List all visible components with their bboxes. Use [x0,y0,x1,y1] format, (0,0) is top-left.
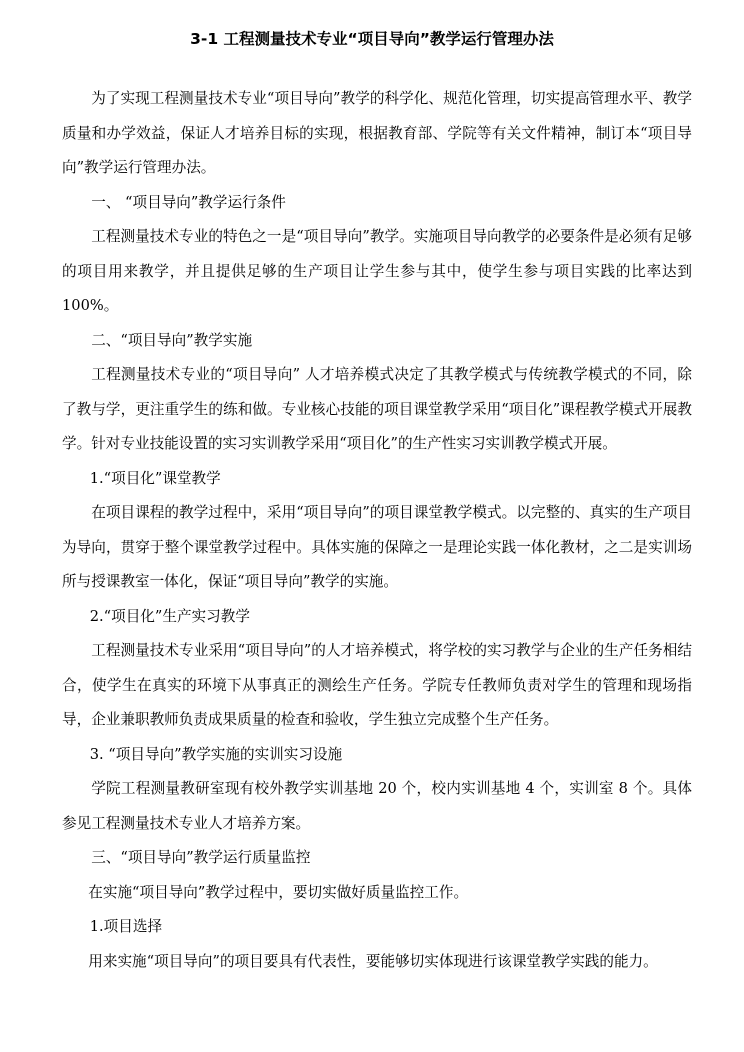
paragraph-classroom-teaching: 在项目课程的教学过程中，采用“项目导向”的项目课堂教学模式。以完整的、真实的生产项目为导向，贯穿于整个课堂教学过程中。具体实施的保障之一是理论实践一体化教材，之二是实训场所与授课教室一体化，保证“项目导向”教学的实施。 [62,504,692,590]
paragraph-facilities: 学院工程测量教研室现有校外教学实训基地 20 个，校内实训基地 4 个，实训室 8 个。具体参见工程测量技术专业人才培养方案。 [62,780,692,832]
subsection-heading-2-3: 3. “项目导向”教学实施的实训实习设施 [89,745,343,763]
paragraph-implementation: 工程测量技术专业的“项目导向” 人才培养模式决定了其教学模式与传统教学模式的不同，除了教与学，更注重学生的练和做。专业核心技能的项目课堂教学采用“项目化”课程教学模式开展教学。针对专业技能设置的实习实训教学采用“项目化”的生产性实习实训教学模式开展。 [62,366,692,452]
paragraph-conditions: 工程测量技术专业的特色之一是“项目导向”教学。实施项目导向教学的必要条件是必须有足够的项目用来教学，并且提供足够的生产项目让学生参与其中，使学生参与项目实践的比率达到 100%。 [62,228,692,314]
document-body [62,82,692,979]
section-heading-3: 三、“项目导向”教学运行质量监控 [91,849,311,866]
subsection-heading-2-2: 2.“项目化”生产实习教学 [89,607,250,625]
subsection-heading-2-1: 1.“项目化”课堂教学 [89,469,221,487]
subsection-heading-3-1: 1.项目选择 [89,918,163,935]
paragraph-intro: 为了实现工程测量技术专业“项目导向”教学的科学化、规范化管理，切实提高管理水平、教学质量和办学效益，保证人才培养目标的实现，根据教育部、学院等有关文件精神，制订本“项目导向”教学运行管理办法。 [62,90,692,176]
section-heading-2: 二、“项目导向”教学实施 [91,331,253,349]
section-heading-1: 一、 “项目导向”教学运行条件 [91,193,286,211]
paragraph-quality-monitoring: 在实施“项目导向”教学过程中，要切实做好质量监控工作。 [88,883,469,901]
paragraph-production-practice: 工程测量技术专业采用“项目导向”的人才培养模式，将学校的实习教学与企业的生产任务相结合，使学生在真实的环境下从事真正的测绘生产任务。学院专任教师负责对学生的管理和现场指导，企业兼职教师负责成果质量的检查和验收，学生独立完成整个生产任务。 [62,642,692,728]
document-title: 3-1 工程测量技术专业“项目导向”教学运行管理办法 [190,30,554,48]
paragraph-project-selection: 用来实施“项目导向”的项目要具有代表性，要能够切实体现进行该课堂教学实践的能力。 [88,952,658,970]
